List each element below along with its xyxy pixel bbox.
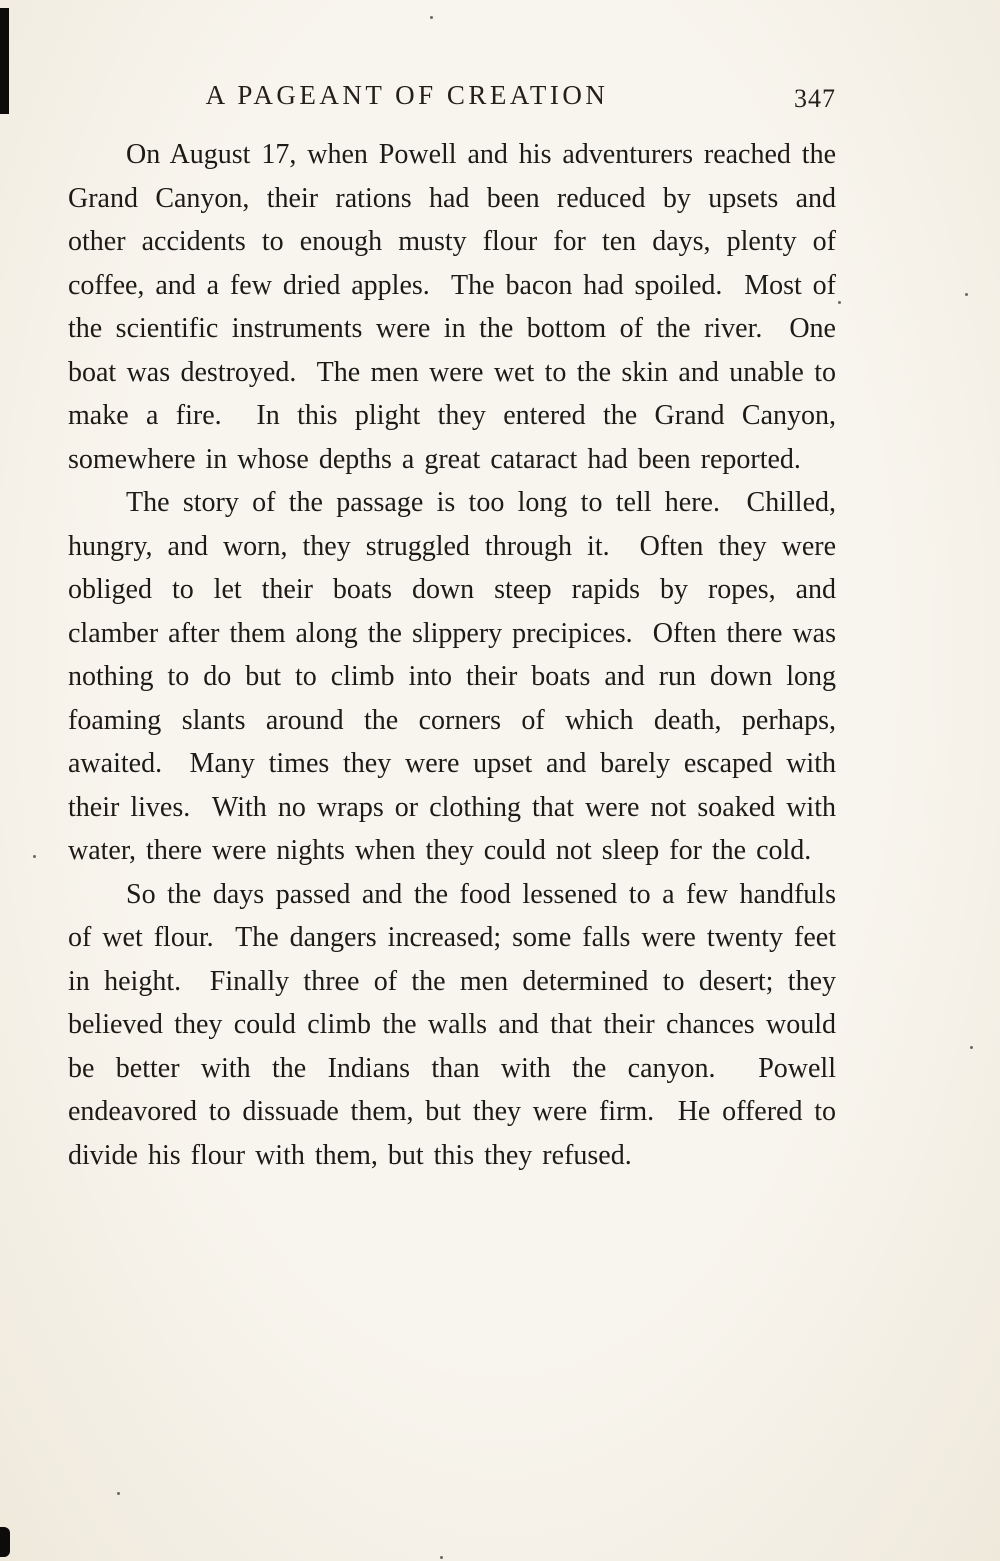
scan-artifact-bottom-left	[0, 1527, 10, 1557]
paragraph-3: So the days passed and the food lessened to a few handfuls of wet flour. The dangers increased; some falls were twenty feet in height. Finally three of the men determined to desert; they believed they could climb the walls and that their chances would be better with the Indians than with the canyon. Powell endeavored to dissuade them, but they were firm. He offered to divide his flour with them, but this they refused.	[68, 878, 846, 1171]
page-header	[68, 80, 836, 116]
page-number: 347	[794, 84, 836, 113]
scan-speck	[970, 1046, 973, 1049]
scan-speck	[965, 293, 968, 296]
body-text	[68, 133, 846, 1177]
paragraph-2: The story of the passage is too long to tell here. Chilled, hungry, and worn, they struggled through it. Often they were obliged to let their boats down steep rapids by ropes, and clamber after them along the slippery precipices. Often there was nothing to do but to climb into their boats and run down long foaming slants around the corners of which death, perhaps, awaited. Many times they were upset and barely escaped with their lives. With no wraps or clothing that were not soaked with water, there were nights when they could not sleep for the cold.	[68, 487, 846, 866]
scan-artifact-top-left	[0, 8, 9, 114]
scan-speck	[117, 1492, 120, 1495]
scan-speck	[430, 16, 433, 19]
scan-speck	[440, 1556, 443, 1559]
scan-speck	[33, 855, 36, 858]
scan-speck	[838, 301, 841, 304]
running-head-title: A PAGEANT OF CREATION	[205, 80, 609, 110]
paragraph-1: On August 17, when Powell and his adventurers reached the Grand Canyon, their rations had been reduced by upsets and other accidents to enough musty flour for ten days, plenty of coffee, and a few dried apples. The bacon had spoiled. Most of the scientific instruments were in the bottom of the river. One boat was destroyed. The men were wet to the skin and unable to make a fire. In this plight they entered the Grand Canyon, somewhere in whose depths a great cataract had been reported.	[68, 139, 846, 475]
